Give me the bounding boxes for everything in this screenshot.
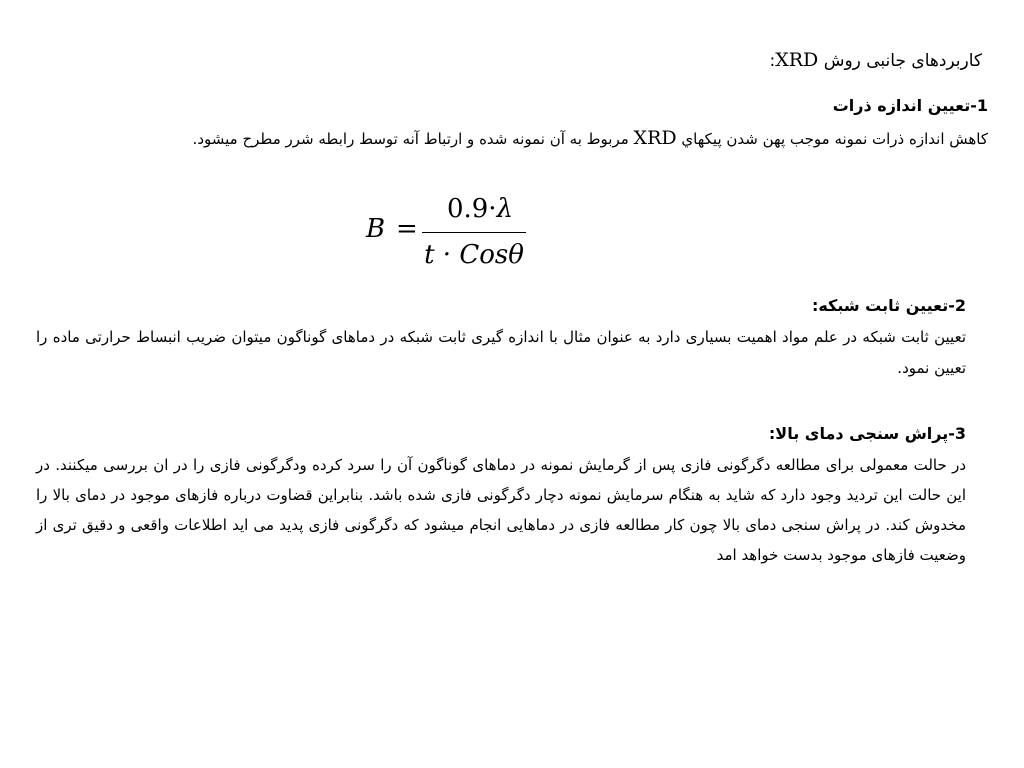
formula-equals: = [396, 214, 418, 244]
formula-numerator-value: 0.9 [446, 194, 489, 224]
section3-paragraph: در حالت معمولی برای مطالعه دگرگونی فازی پس از گرمایش نمونه در دماهای گوناگون آن را سرد کرده ودگرگونی فازی را در ان بررسی میکنند. در این حالت این تردید وجود دارد که شاید به هنگام سرمایش نمونه دچار دگرگونی فازی شده باشد. بنابراین قضاوت درباره فازهای موجود در دمای بالا را مخدوش کند. در پراش سنجی دمای بالا چون کار مطالعه فازی در دماهایی انجام میشود که دگرگونی فازی پدید می اید اطلاعات واقعی و دقیق تری از وضعیت فازهای موجود بدست خواهد امد [36, 456, 966, 564]
formula-numerator-dot: · [488, 194, 497, 224]
section1-latin-term: XRD [633, 127, 677, 149]
section1-paragraph [28, 124, 988, 153]
formula-denominator: t · Cosθ [424, 240, 524, 270]
formula-numerator [434, 194, 526, 224]
section2-heading: 2-تعیین ثابت شبکه: [811, 296, 966, 315]
section1-heading: 1-تعیین اندازه ذرات [832, 96, 988, 115]
formula-lhs: B [366, 214, 386, 244]
title-text: کاربردهای جانبی روش [823, 51, 982, 71]
title-latin-term: XRD [775, 49, 819, 71]
section1-text-before: کاهش اندازه ذرات نمونه موجب پهن شدن پیکهاي [681, 130, 988, 148]
title-colon: : [769, 51, 776, 71]
scherrer-formula [360, 194, 560, 278]
formula-numerator-symbol: λ [496, 194, 514, 224]
section2-paragraph: تعیین ثابت شبکه در علم مواد اهمیت بسیاری دارد به عنوان مثال با اندازه گیری ثابت شبکه در دماهای گوناگون میتوان ضریب انبساط حرارتی ماده را تعیین نمود. [36, 328, 966, 377]
section1-text-after: مربوط به آن نمونه شده و ارتباط آنه توسط رابطه شرر مطرح میشود. [192, 130, 629, 148]
formula-fraction-bar [422, 232, 526, 233]
section3-heading: 3-پراش سنجی دمای بالا: [768, 424, 966, 443]
document-title [482, 46, 982, 75]
